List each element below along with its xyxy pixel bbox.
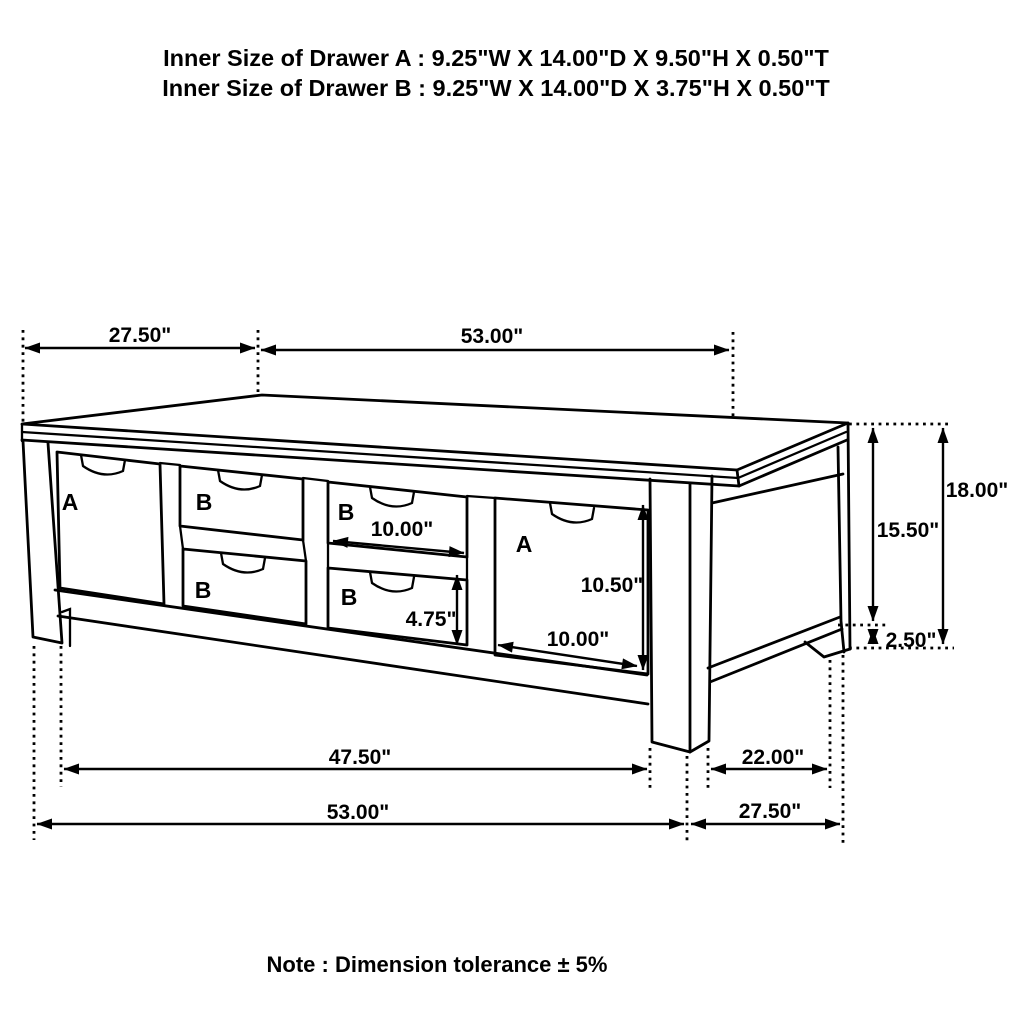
drawer-b-inner-size-spec: Inner Size of Drawer B : 9.25"W X 14.00"D X 3.75"H X 0.50"T — [162, 75, 830, 101]
tabletop — [22, 395, 848, 486]
stile-top-1 — [160, 463, 180, 465]
front-right-leg-side-face — [690, 476, 712, 752]
drawer-label-b-col3-top: B — [337, 499, 355, 525]
front-left-leg — [23, 441, 70, 646]
drawer-label-a-left: A — [61, 489, 79, 515]
stile-top-3 — [467, 496, 495, 498]
label-front-inner-span: 47.50" — [328, 746, 392, 769]
label-drawer-a-width: 10.00" — [546, 628, 610, 651]
drawer-label-b-col2-top: B — [195, 489, 213, 515]
drawer-letter-labels — [62, 489, 533, 610]
label-drawer-b-width: 10.00" — [370, 518, 434, 541]
back-right-leg-left-edge — [838, 447, 844, 652]
back-right-leg-right-edge — [848, 423, 850, 649]
drawer-label-b-col2-bottom: B — [194, 577, 212, 603]
label-drawer-a-height: 10.50" — [580, 574, 644, 597]
stile-gap-seg-1 — [180, 526, 183, 549]
label-front-outer-span: 53.00" — [326, 801, 390, 824]
stile-gap-seg-2 — [303, 540, 306, 561]
front-right-leg — [650, 476, 712, 752]
tabletop-corner-edge — [737, 470, 739, 486]
drawer-label-b-col3-bottom: B — [340, 584, 358, 610]
tabletop-molding-line-1 — [22, 432, 846, 478]
front-right-leg-front-face — [650, 479, 690, 752]
label-bottom-depth: 27.50" — [738, 800, 802, 823]
drawer-a-inner-size-spec: Inner Size of Drawer A : 9.25"W X 14.00"D X 9.50"H X 0.50"T — [163, 45, 829, 71]
label-height-to-rail: 15.50" — [876, 519, 940, 542]
drawer-label-a-right: A — [515, 531, 533, 557]
tolerance-note: Note : Dimension tolerance ± 5% — [266, 952, 608, 977]
label-height-total: 18.00" — [945, 479, 1009, 502]
right-side-face — [708, 423, 850, 682]
label-drawer-b-height: 4.75" — [405, 608, 457, 631]
side-bottom-rail-top-edge — [708, 617, 840, 668]
label-top-depth: 27.50" — [108, 324, 172, 347]
label-side-leg-span: 22.00" — [741, 746, 805, 769]
label-foot-height: 2.50" — [885, 629, 937, 652]
stile-top-2 — [303, 478, 328, 481]
label-top-length: 53.00" — [460, 325, 524, 348]
